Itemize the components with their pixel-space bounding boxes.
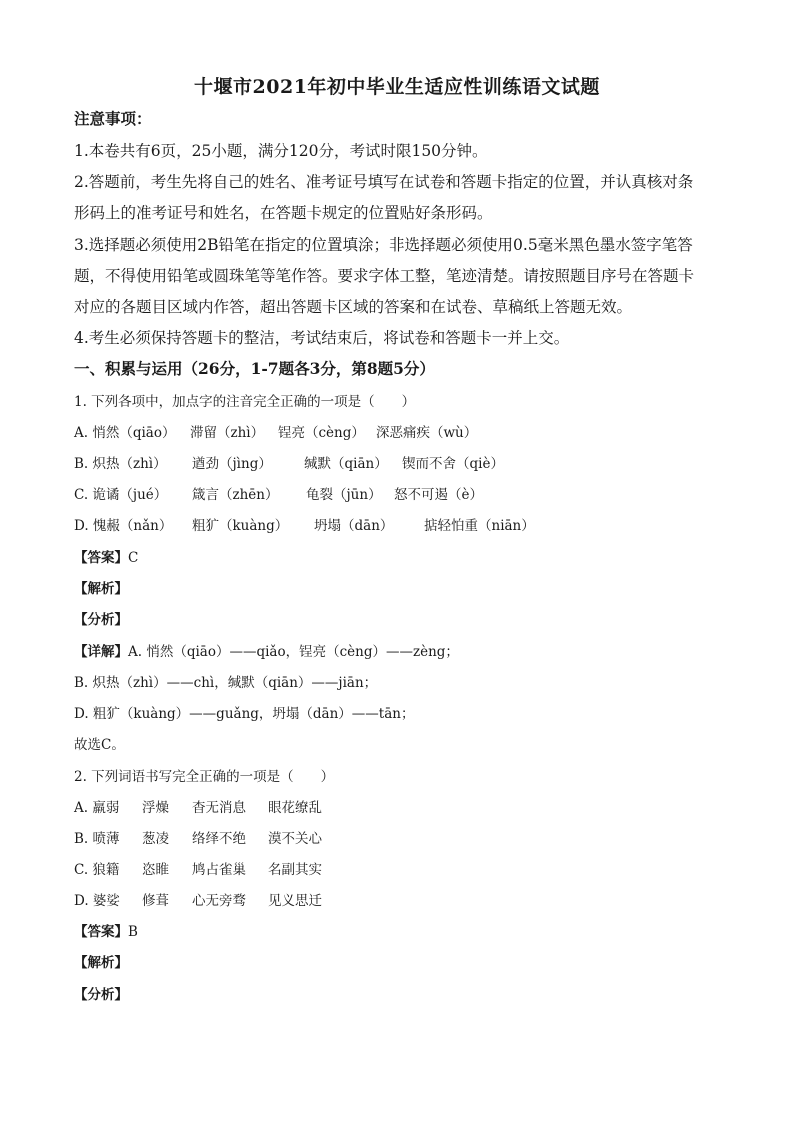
option-item: 箴言（zhēn）	[192, 487, 279, 503]
notice-line-1: 1.本卷共有6页，25小题，满分120分，考试时限150分钟。	[74, 142, 488, 160]
question-1-analysis-label: 【解析】	[74, 581, 128, 597]
notice-line-3: 形码上的准考证号和姓名，在答题卡规定的位置贴好条形码。	[74, 204, 493, 222]
option-item: 怒不可遏（è）	[394, 487, 483, 503]
question-2-answer	[74, 920, 138, 940]
section-heading: 一、积累与运用（26分，1-7题各3分，第8题5分）	[74, 359, 435, 378]
answer-value: C	[128, 550, 139, 566]
page-title: 十堰市2021年初中毕业生适应性训练语文试题	[194, 76, 600, 98]
option-item: 滞留（zhì）	[190, 425, 265, 441]
option-item: 恣睢	[142, 862, 169, 878]
option-item: 杳无消息	[192, 800, 246, 816]
option-item: 锲而不舍（qiè）	[402, 456, 504, 472]
option-item: C. 诡谲（jué）	[74, 487, 168, 503]
question-1-detail-2: B. 炽热（zhì）——chì，缄默（qiān）——jiān；	[74, 675, 378, 691]
option-item: 名副其实	[268, 862, 322, 878]
question-1-detail-3: D. 粗犷（kuàng）——guǎng，坍塌（dān）——tān；	[74, 706, 415, 722]
option-item: 坍塌（dān）	[314, 518, 394, 534]
option-item: 鸠占雀巢	[192, 862, 246, 878]
option-item: B. 炽热（zhì）	[74, 456, 167, 472]
option-item: D. 婆娑	[74, 893, 120, 909]
option-item: 修葺	[142, 893, 169, 909]
option-item: A. 羸弱	[74, 800, 120, 816]
option-item: 见义思迁	[268, 893, 322, 909]
question-1-conclusion: 故选C。	[74, 737, 125, 753]
question-2-option-c	[74, 858, 322, 878]
question-2-fenxi-label: 【分析】	[74, 987, 128, 1003]
option-item: B. 喷薄	[74, 831, 120, 847]
question-2-option-a	[74, 796, 322, 816]
answer-label: 【答案】	[74, 550, 128, 566]
question-1-answer	[74, 546, 138, 566]
option-item: 浮燥	[142, 800, 169, 816]
option-item: 深恶痛疾（wù）	[376, 425, 478, 441]
question-1-option-b	[74, 452, 504, 472]
option-item: 漠不关心	[268, 831, 322, 847]
option-item: D. 愧赧（nǎn）	[74, 518, 173, 534]
option-item: 络绎不绝	[192, 831, 246, 847]
answer-value: B	[128, 924, 138, 940]
question-1-option-a	[74, 421, 477, 441]
notice-line-5: 题，不得使用铅笔或圆珠笔等笔作答。要求字体工整，笔迹清楚。请按照题目序号在答题卡	[74, 267, 695, 285]
question-1-detail-1	[74, 640, 459, 660]
option-item: 眼花缭乱	[268, 800, 322, 816]
question-2-option-d	[74, 889, 322, 909]
option-item: 粗犷（kuàng）	[192, 518, 289, 534]
question-1-option-c	[74, 483, 483, 503]
option-item: 缄默（qiān）	[304, 456, 388, 472]
answer-label: 【答案】	[74, 924, 128, 940]
option-item: 遒劲（jìng）	[192, 456, 272, 472]
notice-line-2: 2.答题前，考生先将自己的姓名、准考证号填写在试卷和答题卡指定的位置，并认真核对条	[74, 173, 694, 191]
question-1-fenxi-label: 【分析】	[74, 612, 128, 628]
question-2-stem: 2. 下列词语书写完全正确的一项是（ ）	[74, 769, 335, 785]
option-item: A. 悄然（qiāo）	[74, 425, 176, 441]
option-item: 龟裂（jūn）	[306, 487, 382, 503]
notice-line-6: 对应的各题目区域内作答，超出答题卡区域的答案和在试卷、草稿纸上答题无效。	[74, 298, 633, 316]
notice-line-4: 3.选择题必须使用2B铅笔在指定的位置填涂；非选择题必须使用0.5毫米黑色墨水签字笔答	[74, 236, 693, 254]
question-1-option-d	[74, 514, 535, 534]
detail-text: A. 悄然（qiāo）——qiǎo，锃亮（cèng）——zèng；	[128, 644, 459, 660]
option-item: 心无旁骛	[192, 893, 246, 909]
option-item: 锃亮（cèng）	[278, 425, 365, 441]
question-2-option-b	[74, 827, 322, 847]
notice-heading: 注意事项：	[74, 109, 152, 128]
question-1-stem: 1. 下列各项中，加点字的注音完全正确的一项是（ ）	[74, 394, 416, 410]
option-item: 葱凌	[142, 831, 169, 847]
option-item: 掂轻怕重（niān）	[424, 518, 535, 534]
notice-line-7: 4.考生必须保持答题卡的整洁，考试结束后，将试卷和答题卡一并上交。	[74, 329, 570, 347]
option-item: C. 狼籍	[74, 862, 120, 878]
detail-label: 【详解】	[74, 644, 128, 660]
question-2-analysis-label: 【解析】	[74, 955, 128, 971]
